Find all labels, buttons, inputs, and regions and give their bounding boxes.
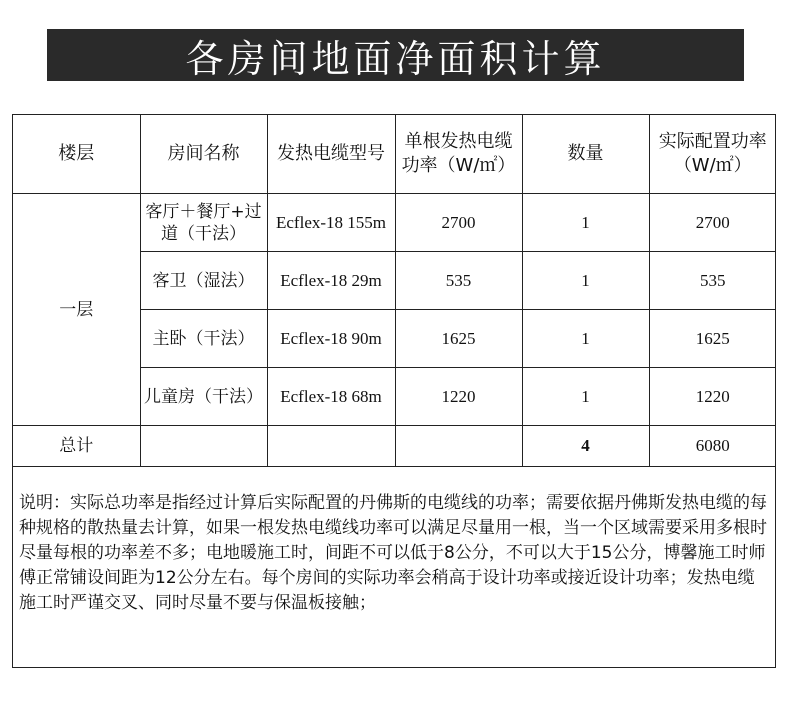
model-cell: Ecflex-18 68m (267, 368, 395, 426)
power-cell: 535 (395, 252, 522, 310)
room-cell: 客卫（湿法） (140, 252, 267, 310)
actual-cell: 1625 (649, 310, 776, 368)
model-cell: Ecflex-18 90m (267, 310, 395, 368)
power-cell: 1625 (395, 310, 522, 368)
power-cell: 1220 (395, 368, 522, 426)
explanation-note: 说明：实际总功率是指经过计算后实际配置的丹佛斯的电缆线的功率；需要依据丹佛斯发热电缆的每种规格的散热量去计算，如果一根发热电缆线功率可以满足尽量用一根，当一个区域需要采用多根时尽量每根的功率差不多；电地暖施工时，间距不可以低于8公分，不可以大于15公分，博馨施工时师傅正常铺设间距为12公分左右。每个房间的实际功率会稍高于设计功率或接近设计功率；发热电缆施工时严谨交叉、同时尽量不要与保温板接触； (19, 493, 767, 613)
room-cell: 儿童房（干法） (140, 368, 267, 426)
header-qty: 数量 (522, 115, 649, 194)
qty-cell: 1 (522, 194, 649, 252)
total-label: 总计 (13, 426, 140, 467)
total-actual: 6080 (649, 426, 776, 467)
actual-cell: 535 (649, 252, 776, 310)
calculation-sheet (12, 114, 776, 668)
power-cell: 2700 (395, 194, 522, 252)
room-cell: 客厅＋餐厅+过道（干法） (140, 194, 267, 252)
qty-cell: 1 (522, 252, 649, 310)
total-row (13, 426, 776, 467)
header-power-per: 单根发热电缆功率（W/㎡） (395, 115, 522, 194)
header-room: 房间名称 (140, 115, 267, 194)
total-qty: 4 (522, 426, 649, 467)
actual-cell: 1220 (649, 368, 776, 426)
model-cell: Ecflex-18 155m (267, 194, 395, 252)
page-title: 各房间地面净面积计算 (47, 29, 744, 81)
header-actual: 实际配置功率（W/㎡） (649, 115, 776, 194)
qty-cell: 1 (522, 310, 649, 368)
model-cell: Ecflex-18 29m (267, 252, 395, 310)
power-table (13, 115, 776, 467)
room-cell: 主卧（干法） (140, 310, 267, 368)
qty-cell: 1 (522, 368, 649, 426)
table-row (13, 194, 776, 252)
table-header-row (13, 115, 776, 194)
total-empty-model (267, 426, 395, 467)
total-empty-room (140, 426, 267, 467)
header-model: 发热电缆型号 (267, 115, 395, 194)
floor-cell: 一层 (13, 194, 140, 426)
total-empty-power (395, 426, 522, 467)
actual-cell: 2700 (649, 194, 776, 252)
header-floor: 楼层 (13, 115, 140, 194)
